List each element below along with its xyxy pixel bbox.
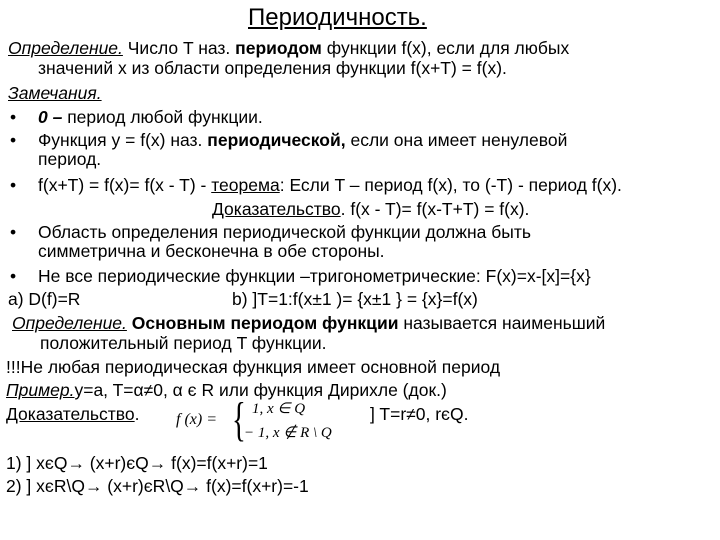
proof-2-condition: ] T=r≠0, rєQ. — [370, 404, 469, 424]
example-text: y=a, T=α≠0, α є R или функция Дирихле (док.) — [74, 380, 447, 400]
bullet-icon: • — [10, 130, 17, 150]
definition-label: Определение. — [8, 38, 123, 58]
definition-term: периодом — [235, 38, 322, 58]
definition-line-1 — [8, 38, 569, 58]
remark-3-text: f(x+T) = f(x)= f(x - T) - — [38, 175, 212, 195]
remark-1-text: период любой функции. — [62, 107, 263, 127]
warning-text: !!!Не любая периодическая функция имеет основной период — [6, 357, 501, 377]
theorem-label: теорема — [211, 175, 280, 195]
row-b: b) ]T=1:f(x±1 )= {x±1 } = {x}=f(x) — [232, 289, 478, 309]
definition-text-cont: функции f(x), если для любых — [321, 38, 570, 58]
remark-1 — [38, 107, 263, 127]
bullet-icon: • — [10, 175, 17, 195]
definition-2-label: Определение. — [12, 313, 127, 333]
case-1: 1) ] xєQ→ (x+r)єQ→ f(x)=f(x+r)=1 — [6, 453, 268, 473]
bullet-icon: • — [10, 222, 17, 242]
definition-2-term: Основным периодом функции — [126, 313, 399, 333]
remark-2-text: Функция y = f(x) наз. — [38, 130, 208, 150]
remark-2-text-cont: если она имеет ненулевой — [345, 130, 568, 150]
definition-2-line-2: положительный период T функции. — [40, 333, 327, 353]
proof-1-label: Доказательство — [212, 199, 341, 219]
page-title: Периодичность. — [248, 4, 427, 31]
proof-2-dot: . — [134, 404, 140, 424]
example-label: Пример. — [6, 380, 75, 400]
brace-icon: { — [232, 393, 246, 446]
proof-2-label: Доказательство — [6, 404, 135, 424]
bullet-icon: • — [10, 107, 17, 127]
remark-2-line-2: период. — [38, 149, 102, 169]
remark-4-line-1: Область определения периодической функции должна быть — [38, 222, 531, 242]
proof-2 — [6, 404, 140, 424]
remark-4-line-2: симметрична и бесконечна в обе стороны. — [38, 241, 385, 261]
definition-text: Число T наз. — [122, 38, 236, 58]
case-2: 2) ] xєR\Q→ (x+r)єR\Q→ f(x)=f(x+r)=-1 — [6, 476, 309, 496]
proof-1-text: . f(x - T)= f(x-T+T) = f(x). — [340, 199, 530, 219]
proof-1 — [212, 199, 529, 219]
remark-2-term: периодической, — [207, 130, 346, 150]
dirichlet-formula — [172, 393, 342, 449]
definition-2-line-1 — [12, 313, 605, 333]
definition-line-2: значений x из области определения функции f(x+T) = f(x). — [38, 58, 507, 78]
remark-5: Не все периодические функции –тригонометрические: F(x)=x-[x]={x} — [38, 266, 591, 286]
definition-2-text: называется наименьший — [398, 313, 606, 333]
remark-2 — [38, 130, 567, 150]
remark-3 — [38, 175, 622, 195]
remark-3-text-cont: : Если T – период f(x), то (-T) - период f(x). — [279, 175, 622, 195]
bullet-icon: • — [10, 266, 17, 286]
formula-case-2: − 1, x ∉ R \ Q — [244, 425, 332, 441]
remarks-label: Замечания. — [8, 83, 102, 103]
row-a: a) D(f)=R — [8, 289, 81, 309]
formula-case-1: 1, x ∈ Q — [252, 401, 306, 417]
remark-1-bold: 0 – — [38, 107, 63, 127]
formula-lhs: f (x) = — [176, 411, 217, 428]
